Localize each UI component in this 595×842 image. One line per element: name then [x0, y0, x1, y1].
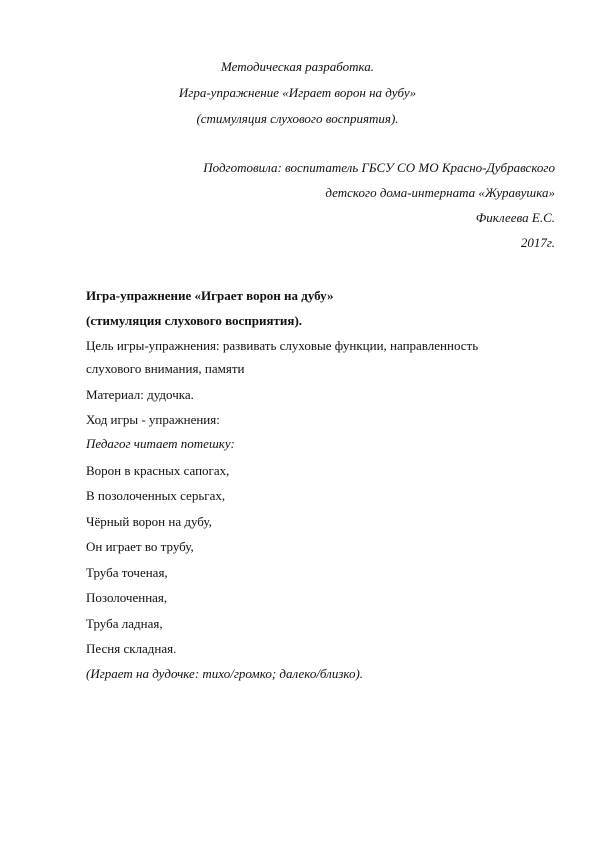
header-line-1: Методическая разработка. — [221, 59, 374, 74]
process-line: Ход игры - упражнения: — [86, 412, 220, 427]
author-name: Фиклеева Е.С. — [475, 210, 555, 225]
poem-line: Позолоченная, — [86, 590, 168, 605]
material-line: Материал: дудочка. — [86, 387, 194, 402]
poem-line: В позолоченных серьгах, — [86, 488, 226, 503]
poem-line: Труба ладная, — [86, 616, 163, 631]
poem-line: Ворон в красных сапогах, — [86, 463, 230, 478]
goal-line-1: Цель игры-упражнения: развивать слуховые функции, направленность — [86, 338, 479, 353]
body-title-1: Игра-упражнение «Играет ворон на дубу» — [86, 288, 334, 303]
poem-line: Чёрный ворон на дубу, — [86, 514, 212, 529]
header-line-2: Игра-упражнение «Играет ворон на дубу» — [178, 85, 417, 100]
author-line-2: детского дома-интерната «Журавушка» — [325, 185, 555, 200]
body-title-2: (стимуляция слухового восприятия). — [86, 313, 303, 328]
poem-line: Он играет во трубу, — [86, 539, 194, 554]
teacher-line: Педагог читает потешку: — [86, 436, 235, 451]
goal-line-2: слухового внимания, памяти — [86, 361, 245, 376]
author-year: 2017г. — [520, 235, 555, 250]
header-line-3: (стимуляция слухового восприятия). — [196, 111, 399, 126]
author-line-1: Подготовила: воспитатель ГБСУ СО МО Красно-Дубравского — [203, 160, 555, 175]
poem-line: Труба точеная, — [86, 565, 168, 580]
poem-line: Песня складная. — [86, 641, 177, 656]
note-line: (Играет на дудочке: тихо/громко; далеко/близко). — [86, 666, 364, 681]
